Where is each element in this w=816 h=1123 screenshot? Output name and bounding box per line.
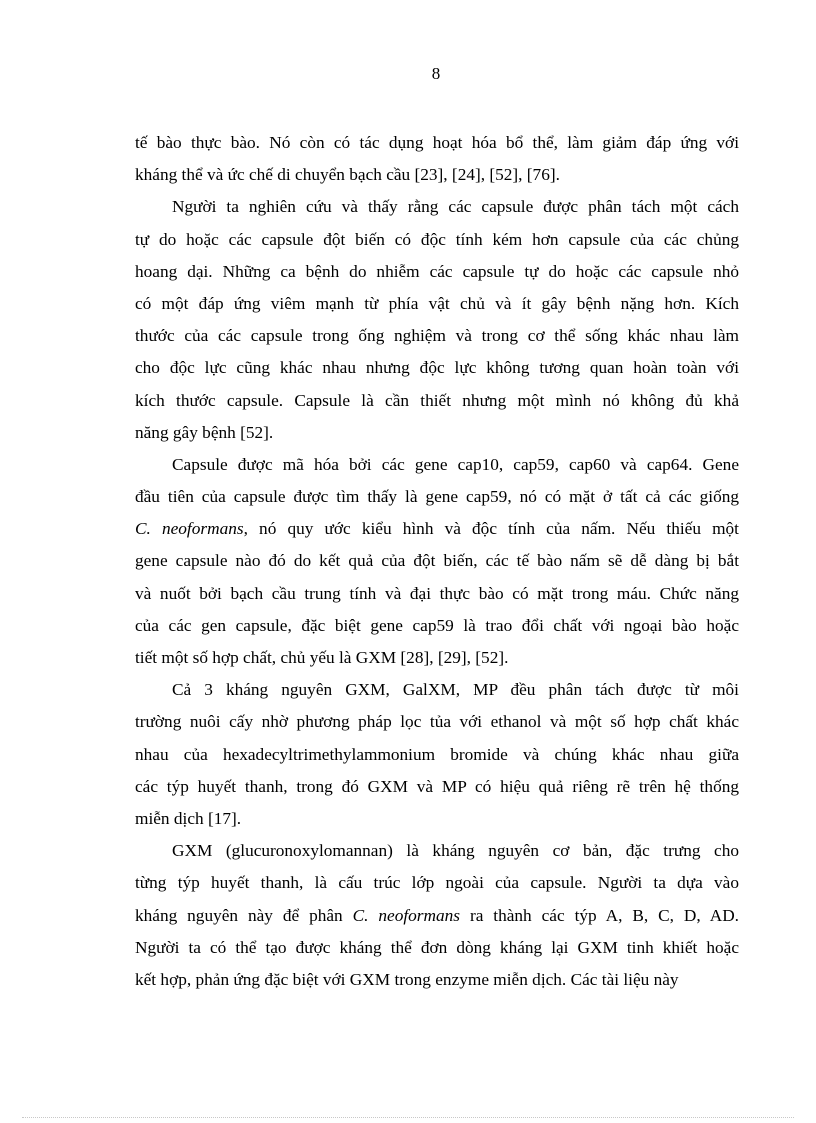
text-line: kích thước capsule. Capsule là cần thiết nhưng một mình nó không đủ khả	[135, 390, 739, 410]
paragraph	[135, 835, 739, 996]
text-line: Capsule được mã hóa bởi các gene cap10, cap59, cap60 và cap64. Gene	[172, 454, 739, 474]
text-line: Người ta có thể tạo được kháng thể đơn dòng kháng lại GXM tinh khiết hoặc	[135, 937, 739, 957]
text-line: nhau của hexadecyltrimethylammonium bromide và chúng khác nhau giữa	[135, 744, 739, 764]
page-bottom-border	[22, 1117, 794, 1118]
text-line: tiết một số hợp chất, chủ yếu là GXM [28], [29], [52].	[135, 648, 509, 667]
text-line: cho độc lực cũng khác nhau nhưng độc lực không tương quan hoàn toàn với	[135, 358, 739, 378]
text-line: kết hợp, phản ứng đặc biệt với GXM trong enzyme miễn dịch. Các tài liệu này	[135, 969, 679, 989]
text-line: trường nuôi cấy nhờ phương pháp lọc tủa với ethanol và một số hợp chất khác	[135, 712, 739, 732]
text-line: miễn dịch [17].	[135, 808, 242, 828]
text-line: có một đáp ứng viêm mạnh từ phía vật chủ và ít gây bệnh nặng hơn. Kích	[135, 293, 739, 313]
text-line: thước của các capsule trong ống nghiệm và trong cơ thể sống khác nhau làm	[135, 326, 739, 346]
body-text	[135, 127, 739, 996]
text-line: năng gây bệnh [52].	[135, 422, 274, 442]
text-run: kháng nguyên này để phân	[135, 905, 353, 925]
text-line: các týp huyết thanh, trong đó GXM và MP có hiệu quả riêng rẽ trên hệ thống	[135, 776, 739, 796]
page-number: 8	[431, 64, 441, 83]
paragraph	[135, 191, 739, 449]
text-line: GXM (glucuronoxylomannan) là kháng nguyên cơ bản, đặc trưng cho	[172, 841, 739, 861]
text-line: tự do hoặc các capsule đột biến có độc tính kém hơn capsule của các chủng	[135, 229, 739, 249]
text-line: hoang dại. Những ca bệnh do nhiễm các capsule tự do hoặc các capsule nhỏ	[135, 261, 739, 281]
paragraph	[135, 127, 739, 191]
text-line: Người ta nghiên cứu và thấy rằng các capsule được phân tách một cách	[172, 197, 739, 217]
text-line: đầu tiên của capsule được tìm thấy là gene cap59, nó có mặt ở tất cả các giống	[135, 487, 739, 507]
paragraph	[135, 674, 739, 835]
text-line: từng týp huyết thanh, là cấu trúc lớp ngoài của capsule. Người ta dựa vào	[135, 873, 739, 893]
italic-species-name: C. neoformans	[352, 905, 461, 925]
paragraph	[135, 449, 739, 674]
text-line: gene capsule nào đó do kết quả của đột biến, các tế bào nấm sẽ dễ dàng bị bắt	[135, 551, 739, 571]
text-line: kháng thể và ức chế di chuyển bạch cầu [23], [24], [52], [76].	[135, 165, 560, 185]
text-line: của các gen capsule, đặc biệt gene cap59 là trao đổi chất với ngoại bào hoặc	[135, 615, 739, 635]
text-line: và nuốt bởi bạch cầu trung tính và đại thực bào có mặt trong máu. Chức năng	[135, 583, 739, 603]
text-run: , nó quy ước kiểu hình và độc tính của nấm. Nếu thiếu một	[243, 519, 739, 539]
text-line	[135, 513, 739, 545]
text-line: tế bào thực bào. Nó còn có tác dụng hoạt hóa bổ thể, làm giảm đáp ứng với	[135, 133, 739, 152]
text-run: ra thành các týp A, B, C, D, AD.	[460, 905, 739, 925]
text-line	[135, 900, 739, 932]
text-line: Cả 3 kháng nguyên GXM, GalXM, MP đều phân tách được từ môi	[172, 680, 739, 700]
italic-species-name: C. neoformans	[135, 519, 244, 539]
